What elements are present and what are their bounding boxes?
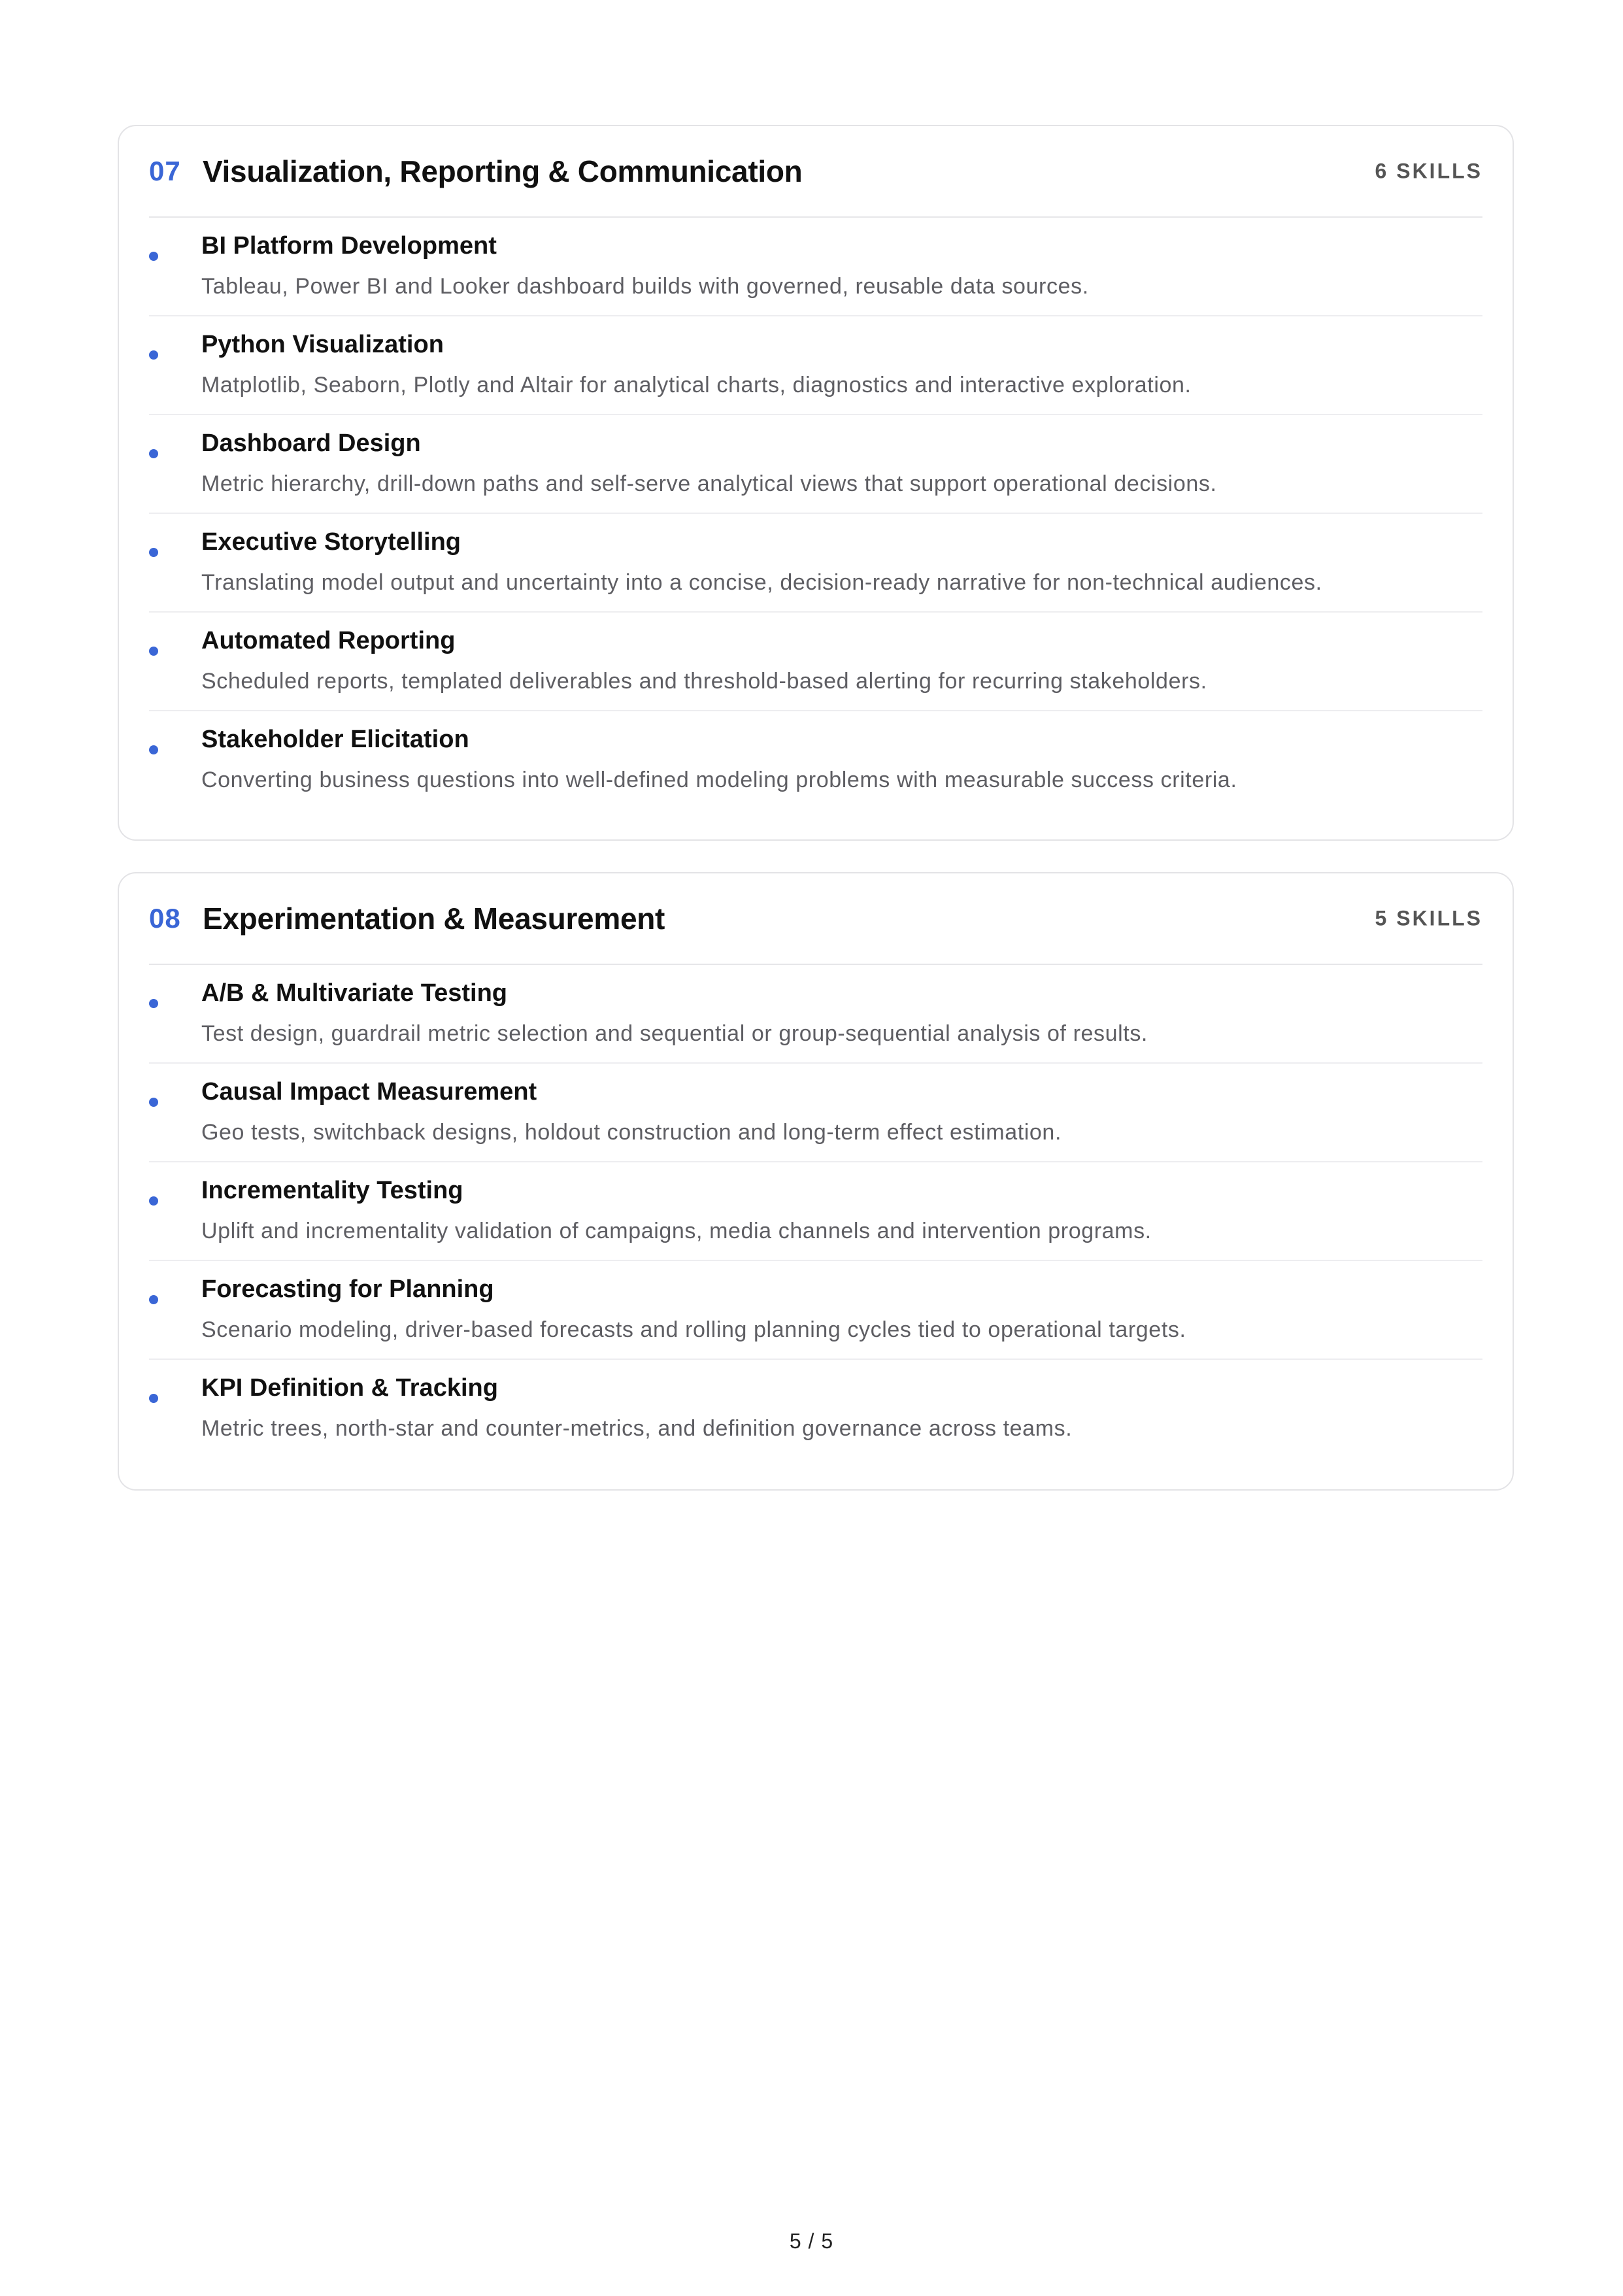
section-card-experimentation: [118, 872, 1514, 1491]
skill-item: [149, 1162, 1482, 1261]
section-number: 08: [149, 903, 181, 934]
skill-name: A/B & Multivariate Testing: [201, 979, 508, 1007]
bullet-icon: [149, 1394, 158, 1403]
skill-name: Executive Storytelling: [201, 528, 461, 556]
skill-item: [149, 965, 1482, 1064]
section-header: [149, 873, 1482, 965]
skill-item: [149, 1261, 1482, 1360]
section-header: [149, 126, 1482, 218]
bullet-icon: [149, 548, 158, 557]
bullet-icon: [149, 1196, 158, 1206]
skill-count: 5 SKILLS: [1375, 906, 1482, 930]
bullet-icon: [149, 999, 158, 1008]
skill-name: Automated Reporting: [201, 627, 456, 654]
skill-description: Scenario modeling, driver-based forecasts and rolling planning cycles tied to operational targets.: [201, 1317, 1186, 1342]
bullet-icon: [149, 1098, 158, 1107]
bullet-icon: [149, 252, 158, 261]
page-number: 5 / 5: [789, 2229, 834, 2253]
skill-item: [149, 415, 1482, 514]
bullet-icon: [149, 449, 158, 458]
skill-description: Tableau, Power BI and Looker dashboard builds with governed, reusable data sources.: [201, 274, 1089, 299]
section-number: 07: [149, 156, 181, 186]
bullet-icon: [149, 745, 158, 754]
skill-item: [149, 316, 1482, 415]
skill-description: Metric hierarchy, drill-down paths and self-serve analytical views that support operational decisions.: [201, 471, 1217, 496]
skill-description: Geo tests, switchback designs, holdout construction and long-term effect estimation.: [201, 1120, 1062, 1145]
skill-name: Dashboard Design: [201, 430, 421, 457]
skill-name: BI Platform Development: [201, 232, 497, 260]
skill-item: [149, 218, 1482, 316]
skill-description: Test design, guardrail metric selection and sequential or group-sequential analysis of results.: [201, 1021, 1148, 1046]
skill-item: [149, 613, 1482, 711]
skill-description: Translating model output and uncertainty into a concise, decision-ready narrative for non-technical audiences.: [201, 570, 1322, 595]
skill-count: 6 SKILLS: [1375, 159, 1482, 183]
skill-name: Stakeholder Elicitation: [201, 726, 469, 753]
section-card-visualization: [118, 125, 1514, 841]
skill-description: Uplift and incrementality validation of campaigns, media channels and intervention programs.: [201, 1219, 1152, 1243]
skill-description: Converting business questions into well-defined modeling problems with measurable success criteria.: [201, 768, 1237, 792]
section-title: Visualization, Reporting & Communication: [203, 154, 803, 188]
skill-name: Causal Impact Measurement: [201, 1078, 537, 1106]
bullet-icon: [149, 1295, 158, 1304]
skill-item: [149, 514, 1482, 613]
skill-name: KPI Definition & Tracking: [201, 1374, 498, 1402]
skill-name: Python Visualization: [201, 331, 444, 358]
skill-item: [149, 1360, 1482, 1459]
skill-item: [149, 711, 1482, 810]
bullet-icon: [149, 647, 158, 656]
skill-description: Matplotlib, Seaborn, Plotly and Altair for analytical charts, diagnostics and interactive exploration.: [201, 373, 1192, 397]
skill-description: Scheduled reports, templated deliverables and threshold-based alerting for recurring stakeholders.: [201, 669, 1207, 694]
skill-name: Incrementality Testing: [201, 1177, 463, 1204]
skill-description: Metric trees, north-star and counter-metrics, and definition governance across teams.: [201, 1416, 1073, 1441]
section-title: Experimentation & Measurement: [203, 902, 665, 936]
bullet-icon: [149, 350, 158, 360]
skill-name: Forecasting for Planning: [201, 1275, 494, 1303]
skill-item: [149, 1064, 1482, 1162]
